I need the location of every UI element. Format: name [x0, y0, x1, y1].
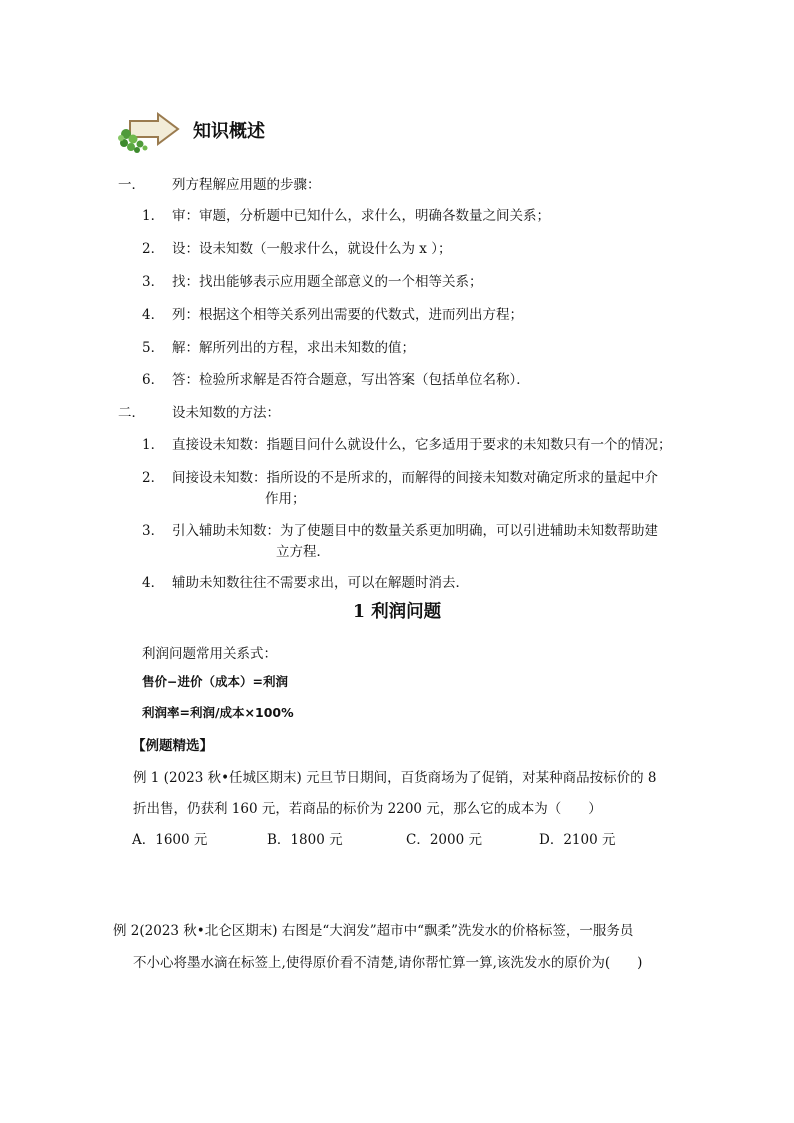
section-title: 1 利润问题 [352, 602, 442, 622]
formula-profit: 售价−进价（成本）=利润 [142, 674, 288, 689]
step-text: 设：设未知数（一般求什么，就设什么为 x ）； [172, 241, 452, 257]
step-text: 找：找出能够表示应用题全部意义的一个相等关系； [172, 274, 483, 290]
method-text: 直接设未知数：指题目问什么就设什么，它多适用于要求的未知数只有一个的情况； [172, 437, 672, 453]
method-text-cont: 作用； [265, 491, 306, 507]
step-number: 3． [142, 274, 165, 290]
step-number: 2． [142, 241, 165, 257]
part2-heading: 设未知数的方法： [172, 405, 280, 421]
examples-heading: 【例题精选】 [132, 738, 213, 754]
step-number: 6． [142, 372, 165, 388]
method-number: 2． [142, 470, 165, 486]
option-b: B．1800 元 [267, 832, 343, 848]
method-number: 3． [142, 523, 165, 539]
step-number: 5． [142, 340, 165, 356]
step-text: 解：解所列出的方程，求出未知数的值； [172, 340, 415, 356]
leaf-arrow-icon [116, 112, 180, 154]
example1-line1: 例 1 (2023 秋•任城区期末) 元旦节日期间，百货商场为了促销，对某种商品按标价的 8 [133, 770, 657, 786]
method-text: 辅助未知数往往不需要求出，可以在解题时消去． [172, 575, 469, 591]
formula-profit-rate: 利润率=利润/成本×100% [142, 705, 294, 720]
example2-line1: 例 2(2023 秋•北仑区期末) 右图是“大润发”超市中“飘柔”洗发水的价格标签，一服务员 [113, 923, 634, 939]
method-number: 4． [142, 575, 165, 591]
example1-line2: 折出售，仍获利 160 元，若商品的标价为 2200 元，那么它的成本为（ ） [133, 801, 602, 817]
step-number: 1． [142, 208, 165, 224]
example2-line2: 不小心将墨水滴在标签上,使得原价看不清楚,请你帮忙算一算,该洗发水的原价为( ) [133, 955, 643, 971]
method-text-cont: 立方程． [276, 544, 330, 560]
option-d: D．2100 元 [539, 832, 616, 848]
option-c: C．2000 元 [406, 832, 482, 848]
part1-heading: 列方程解应用题的步骤： [172, 177, 321, 193]
step-text: 审：审题，分析题中已知什么，求什么，明确各数量之间关系； [172, 208, 550, 224]
option-a: A．1600 元 [132, 832, 208, 848]
page-title: 知识概述 [193, 121, 265, 142]
step-text: 列：根据这个相等关系列出需要的代数式，进而列出方程； [172, 307, 523, 323]
method-number: 1． [142, 437, 165, 453]
step-text: 答：检验所求解是否符合题意，写出答案（包括单位名称）． [172, 372, 530, 388]
part1-number: 一． [118, 177, 145, 193]
method-text: 引入辅助未知数：为了使题目中的数量关系更加明确，可以引进辅助未知数帮助建 [172, 523, 658, 539]
section-intro: 利润问题常用关系式： [142, 646, 277, 662]
step-number: 4． [142, 307, 165, 323]
part2-number: 二． [118, 405, 145, 421]
method-text: 间接设未知数：指所设的不是所求的，而解得的间接未知数对确定所求的量起中介 [172, 470, 658, 486]
